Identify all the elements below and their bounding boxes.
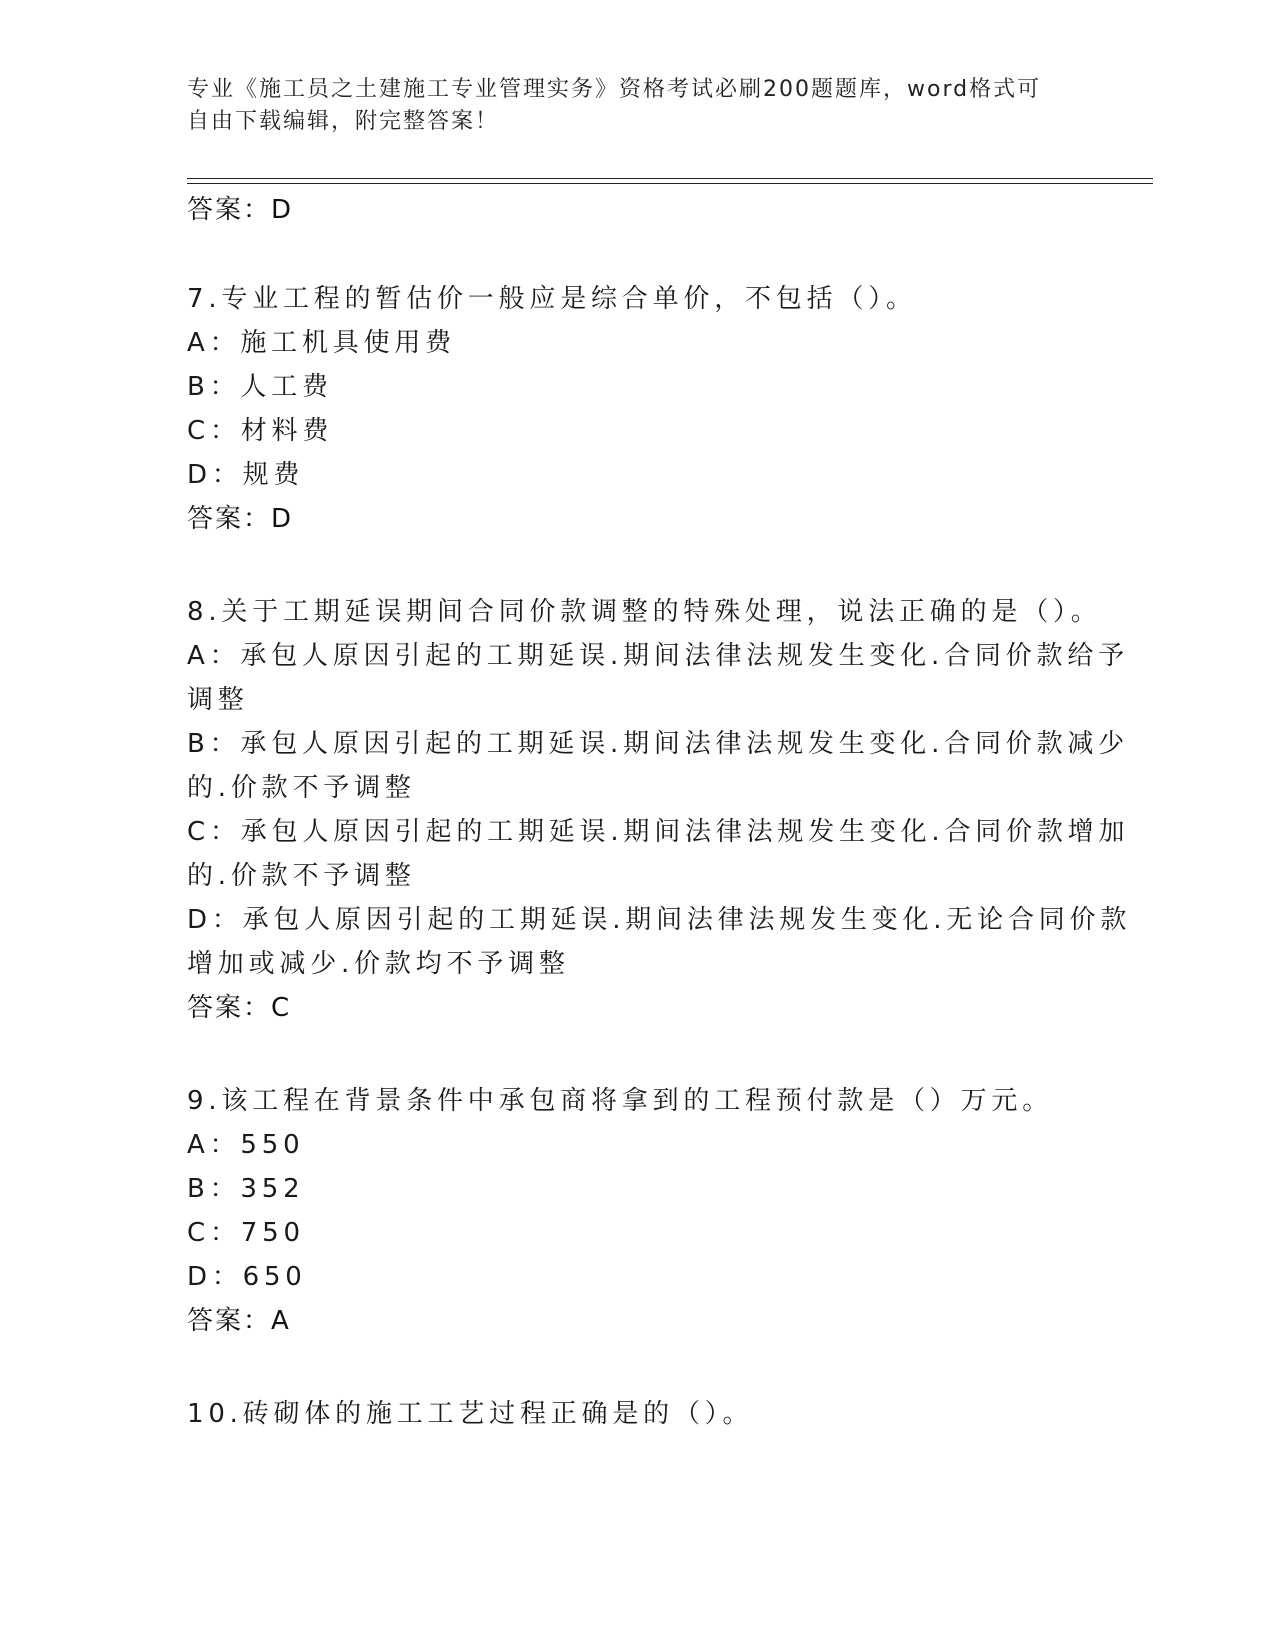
option-8-b: B：承包人原因引起的工期延误.期间法律法规发生变化.合同价款减少 bbox=[187, 729, 1129, 759]
question-stem-8: 8.关于工期延误期间合同价款调整的特殊处理，说法正确的是（）。 bbox=[187, 597, 1102, 627]
option-9-c: C：750 bbox=[187, 1218, 305, 1248]
option-8-a-cont: 调整 bbox=[187, 685, 249, 715]
option-9-a: A：550 bbox=[187, 1130, 305, 1160]
answer-9: 答案：A bbox=[187, 1306, 291, 1336]
header-line-2: 自由下载编辑，附完整答案！ bbox=[187, 109, 500, 134]
header-divider-bottom bbox=[187, 183, 1153, 184]
document-header bbox=[187, 74, 1067, 138]
header-line-1: 专业《施工员之土建施工专业管理实务》资格考试必刷200题题库，word格式可 bbox=[187, 77, 1042, 102]
option-7-a: A：施工机具使用费 bbox=[187, 328, 456, 358]
option-8-c: C：承包人原因引起的工期延误.期间法律法规发生变化.合同价款增加 bbox=[187, 817, 1130, 847]
option-8-b-cont: 的.价款不予调整 bbox=[187, 773, 416, 803]
option-7-b: B：人工费 bbox=[187, 372, 333, 402]
option-9-d: D：650 bbox=[187, 1262, 307, 1292]
option-9-b: B：352 bbox=[187, 1174, 305, 1204]
option-8-c-cont: 的.价款不予调整 bbox=[187, 861, 416, 891]
question-stem-7: 7.专业工程的暂估价一般应是综合单价，不包括（）。 bbox=[187, 284, 917, 314]
question-stem-9: 9.该工程在背景条件中承包商将拿到的工程预付款是（）万元。 bbox=[187, 1086, 1054, 1116]
answer-8: 答案：C bbox=[187, 993, 292, 1023]
option-8-d-cont: 增加或减少.价款均不予调整 bbox=[187, 949, 570, 979]
option-7-d: D：规费 bbox=[187, 460, 305, 490]
answer-7: 答案：D bbox=[187, 504, 294, 534]
option-8-d: D：承包人原因引起的工期延误.期间法律法规发生变化.无论合同价款 bbox=[187, 905, 1132, 935]
option-7-c: C：材料费 bbox=[187, 416, 334, 446]
answer-line: 答案：D bbox=[187, 195, 294, 225]
header-divider-top bbox=[187, 178, 1153, 179]
option-8-a: A：承包人原因引起的工期延误.期间法律法规发生变化.合同价款给予 bbox=[187, 641, 1129, 671]
question-stem-10: 10.砖砌体的施工工艺过程正确是的（）。 bbox=[187, 1399, 754, 1429]
